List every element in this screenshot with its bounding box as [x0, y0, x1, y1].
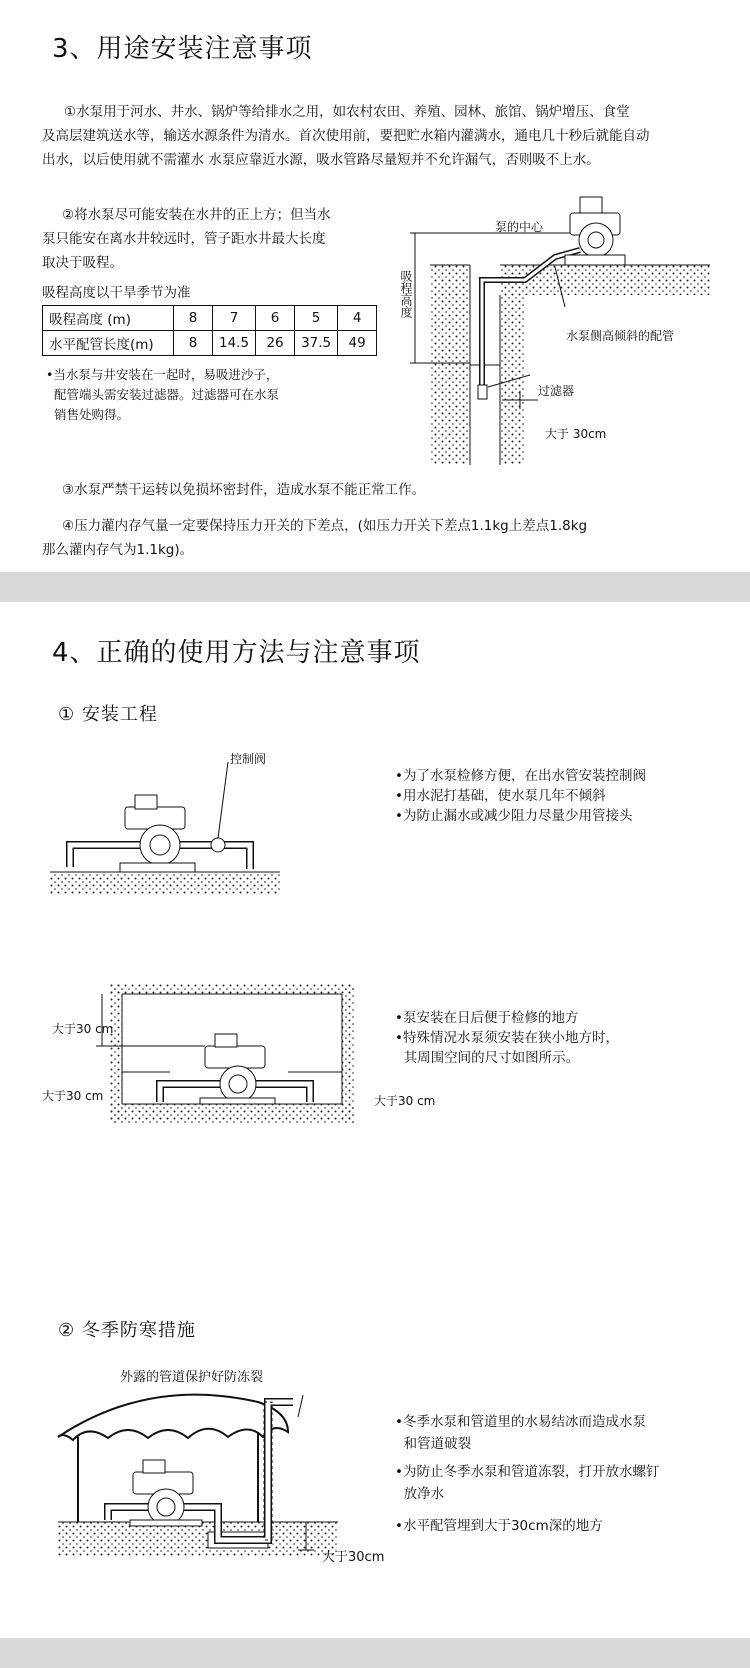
- table-cell: 4: [338, 306, 377, 331]
- para-1-line-1: ①水泵用于河水、井水、锅炉等给排水之用，如农村农田、养殖、园林、旅馆、锅炉增压、食堂: [64, 104, 630, 120]
- table-cell: 49: [338, 331, 377, 356]
- table-cell: 26: [256, 331, 295, 356]
- table-cell: 8: [174, 331, 213, 356]
- bullet-2-2: •特殊情况水泵须安装在狭小地方时，: [395, 1030, 619, 1046]
- table-cell: 14.5: [213, 331, 256, 356]
- section-3-title: 3、用途安装注意事项: [52, 34, 313, 64]
- para-2-line-1: ②将水泵尽可能安装在水井的正上方；但当水: [62, 207, 331, 223]
- label-gt30: 大于 30cm: [545, 427, 607, 441]
- table-caption: 吸程高度以干旱季节为准: [42, 285, 191, 301]
- section-3-panel: [0, 0, 750, 572]
- install-diagram-2: [110, 984, 360, 1124]
- table-cell: 水平配管长度(m): [43, 331, 174, 356]
- para-2-line-2: 泵只能安在离水井较远时，管子距水井最大长度: [42, 231, 326, 247]
- label-gt30-right: 大于30 cm: [374, 1094, 436, 1108]
- bullet-2-3: 其周围空间的尺寸如图所示。: [395, 1050, 580, 1066]
- table-cell: 8: [174, 306, 213, 331]
- bullet-1-1: •为了水泵检修方便，在出水管安装控制阀: [395, 768, 646, 784]
- table-cell: 吸程高度 (m): [43, 306, 174, 331]
- bullet-3-1: •冬季水泵和管道里的水易结冰而造成水泵: [395, 1414, 646, 1430]
- table-cell: 37.5: [295, 331, 338, 356]
- note-line-1: •当水泵与井安装在一起时，易吸进沙子，: [46, 367, 279, 382]
- sub-heading-install: ① 安装工程: [58, 704, 158, 725]
- winter-diagram: [58, 1392, 338, 1562]
- label-gt30-left: 大于30 cm: [42, 1089, 104, 1103]
- section-4-title: 4、正确的使用方法与注意事项: [52, 638, 421, 668]
- bullet-3-2: 和管道破裂: [395, 1436, 472, 1452]
- bullet-2-1: •泵安装在日后便于检修的地方: [395, 1010, 579, 1026]
- table-cell: 6: [256, 306, 295, 331]
- bullet-3-4: 放净水: [395, 1486, 445, 1502]
- para-2-line-3: 取决于吸程。: [42, 255, 123, 271]
- section-4-panel: [0, 602, 750, 1638]
- bullet-1-3: •为防止漏水或减少阻力尽量少用管接头: [395, 808, 633, 824]
- install-diagram-1: [50, 807, 280, 897]
- label-exposed-pipe: 外露的管道保护好防冻裂: [120, 1370, 264, 1385]
- label-suction-height: 吸程高度: [399, 270, 413, 318]
- para-4-line-1: ④压力灌内存气量一定要保持压力开关的下差点，(如压力开关下差点1.1kg上差点1.8kg: [62, 518, 588, 534]
- table-cell: 5: [295, 306, 338, 331]
- label-pump-center: 泵的中心: [495, 220, 544, 234]
- suction-table: [42, 305, 377, 356]
- para-3: ③水泵严禁干运转以免损坏密封件，造成水泵不能正常工作。: [62, 482, 426, 498]
- para-1-line-2: 及高层建筑送水等，输送水源条件为清水。首次使用前，要把贮水箱内灌满水，通电几十秒后就能自动: [42, 128, 650, 144]
- table-cell: 7: [213, 306, 256, 331]
- label-inclined-pipe: 水泵侧高倾斜的配管: [566, 329, 675, 343]
- section-divider: [0, 572, 750, 602]
- bullet-1-2: •用水泥打基础，使水泵几年不倾斜: [395, 788, 606, 804]
- table-row: [43, 331, 377, 356]
- table-row: [43, 306, 377, 331]
- sub-heading-winter: ② 冬季防寒措施: [58, 1320, 196, 1341]
- para-1-line-3: 出水，以后使用就不需灌水 水泵应靠近水源，吸水管路尽量短并不允许漏气，否则吸不上水。: [42, 152, 600, 168]
- bottom-divider: [0, 1638, 750, 1668]
- label-gt30-bottom: 大于30cm: [322, 1550, 385, 1565]
- label-control-valve: 控制阀: [230, 752, 267, 766]
- note-line-2: 配管端头需安装过滤器。过滤器可在水泵: [54, 387, 280, 402]
- bullet-3-3: •为防止冬季水泵和管道冻裂，打开放水螺钉: [395, 1464, 660, 1480]
- bullet-3-5: •水平配管埋到大于30cm深的地方: [395, 1518, 603, 1534]
- note-line-3: 销售处购得。: [54, 407, 130, 422]
- label-filter: 过滤器: [538, 384, 575, 398]
- label-gt30-top: 大于30 cm: [52, 1022, 114, 1036]
- para-4-line-2: 那么灌内存气为1.1kg)。: [42, 542, 194, 558]
